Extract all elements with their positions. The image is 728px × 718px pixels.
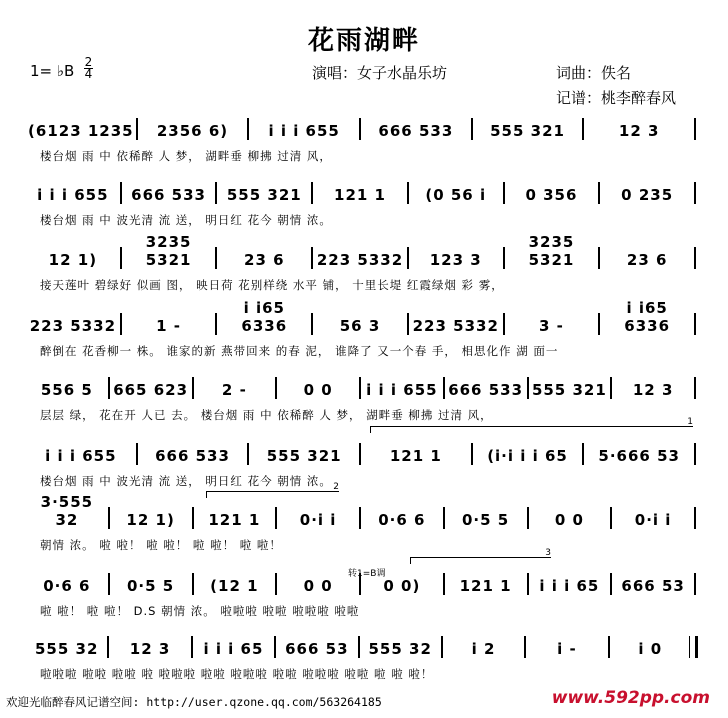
bar-line [359,443,361,465]
bar-line [275,377,277,399]
lyrics-row: 层层 绿， 花在开 人已 去。 楼台烟 雨 中 依稀醉 人 梦， 湖畔垂 柳拂 过清 风， [40,408,493,422]
measure: 0 0 [554,511,584,529]
lyrics-row: 朝情 浓。 啦 啦！ 啦 啦！ 啦 啦！ 啦 啦！ [40,538,282,552]
bar-line [608,636,610,658]
staff-line-9 [0,630,728,694]
time-signature-bottom: 4 [84,67,93,81]
bar-line [524,636,526,658]
bar-line [694,182,696,204]
measure: i i i 655 [366,381,438,399]
bar-line [598,182,600,204]
modulation-note: 转1=B调 [348,569,386,579]
bar-line [443,507,445,529]
lyrics-row: 楼台烟 雨 中 波光清 流 送， 明日红 花今 朝情 浓。 [40,474,332,488]
measure: 12 1) [126,511,175,529]
bar-line [108,573,110,595]
volta-bracket-3 [410,548,551,564]
key-signature: 1= ♭B [30,62,75,80]
bar-line [694,118,696,140]
bar-line [441,636,443,658]
staff-line-3 [0,233,728,305]
bar-line [610,377,612,399]
volta-bracket-2 [206,482,339,498]
bar-line [407,313,409,335]
measure: 1 - [156,317,182,335]
lyrics-row: 接天莲叶 碧绿好 似画 图， 映日荷 花别样绕 水平 铺， 十里长堤 红霞绿烟 彩 雾， [40,278,504,292]
bar-line [120,247,122,269]
bar-line [582,118,584,140]
bar-line [192,507,194,529]
lyrics-row: 啦啦啦 啦啦 啦啦 啦 啦啦啦 啦啦 啦啦啦 啦啦 啦啦啦 啦啦 啦 啦 啦！ [40,667,434,681]
bar-line [358,636,360,658]
measure: 223 5332 [316,251,404,269]
volta-number-1: 1 [687,417,693,427]
notation-row [28,178,698,204]
footer-text: 欢迎光临醉春风记谱空间: http://user.qzone.qq.com/563264185 [6,695,382,709]
bar-line [311,313,313,335]
notation-row [28,373,698,399]
measure: 0·6 6 [43,577,91,595]
bar-line [598,313,600,335]
measure: 3·555 32 [40,493,94,529]
measure: i i i 655 [37,186,109,204]
measure: 0·i i [299,511,337,529]
bar-line [107,636,109,658]
bar-line [247,443,249,465]
bar-line [108,377,110,399]
measure: i i65 6336 [241,299,288,335]
bar-line [527,507,529,529]
measure: 555 321 [490,122,565,140]
measure: 5·666 53 [598,447,680,465]
bar-line [443,573,445,595]
bar-line [610,573,612,595]
measure: 3235 5321 [528,233,575,269]
bar-line [359,507,361,529]
bar-line [136,443,138,465]
measure: 555 321 [226,186,302,204]
measure: 0 0 [303,381,333,399]
measure: 12 3 [129,640,171,658]
transcriber-credit: 记谱：桃李醉春风 [556,89,677,107]
bar-line [694,507,696,529]
measure: 0·i i [634,511,672,529]
measure: 666 533 [131,186,206,204]
measure: 555 321 [266,447,342,465]
notation-row [28,233,698,269]
measure: 0 235 [621,186,674,204]
song-title: 花雨湖畔 [307,26,420,56]
bar-line [503,247,505,269]
bar-line [694,247,696,269]
measure: 56 3 [339,317,381,335]
bar-line [359,118,361,140]
final-bar-line [689,636,698,658]
bar-line [215,182,217,204]
volta-bracket-1 [370,417,693,433]
bar-line [311,247,313,269]
measure: (6123 1235 [28,122,134,140]
measure: 666 533 [448,381,524,399]
bar-line [694,377,696,399]
time-signature [84,57,93,80]
notation-row [28,439,698,465]
measure: i i i 65 [203,640,264,658]
measure: 123 3 [429,251,482,269]
singer-credit: 演唱：女子水晶乐坊 [312,64,448,82]
measure: 666 53 [621,577,685,595]
measure: i i65 6336 [624,299,671,335]
measure: 666 53 [285,640,349,658]
bar-line [120,182,122,204]
notation-row [28,632,698,658]
bar-line [527,377,529,399]
bar-line [108,507,110,529]
bar-line [191,636,193,658]
bar-line [694,573,696,595]
measure: 121 1 [208,511,261,529]
time-signature-top: 2 [84,55,93,69]
measure: 2356 6) [156,122,229,140]
bar-line [274,636,276,658]
measure: 121 1 [334,186,386,204]
bar-line [215,313,217,335]
bar-line [527,573,529,595]
measure: 555 32 [368,640,432,658]
lyrics-row: 醉倒在 花香柳一 株。 谁家的新 燕带回来 的春 泥， 谁降了 又一个春 手， 相思化作 湖 面一 [40,344,559,358]
notation-row [28,493,698,529]
measure: 0 0 [303,577,333,595]
measure: 223 5332 [412,317,499,335]
measure: (i·i i i 65 [487,447,568,465]
bar-line [407,182,409,204]
measure: 2 - [221,381,247,399]
measure: 0 0) [383,577,421,595]
bar-line [598,247,600,269]
measure: (0 56 i [425,186,487,204]
notation-row [28,299,698,335]
staff-line-2 [0,176,728,240]
bar-line [275,573,277,595]
volta-number-3: 3 [545,548,551,558]
measure: 555 32 [34,640,99,658]
staff-line-1 [0,112,728,176]
measure: 555 321 [531,381,607,399]
bar-line [136,118,138,140]
measure: i i i 655 [45,447,117,465]
bar-line [503,182,505,204]
measure: i - [557,640,577,658]
measure: 556 5 [40,381,93,399]
bar-line [407,247,409,269]
staff-line-6 [0,437,728,501]
measure: i i i 65 [539,577,600,595]
measure: i 2 [471,640,496,658]
bar-line [443,377,445,399]
measure: 666 533 [378,122,454,140]
measure: 0·6 6 [378,511,426,529]
measure: i 0 [638,640,663,658]
bar-line [694,313,696,335]
notation-row [28,114,698,140]
measure: 121 1 [389,447,442,465]
measure: 12 3 [618,122,660,140]
bar-line [215,247,217,269]
measure: i i i 655 [268,122,340,140]
bar-line [610,507,612,529]
measure: 223 5332 [29,317,116,335]
bar-line [247,118,249,140]
lyrics-row: 楼台烟 雨 中 依稀醉 人 梦， 湖畔垂 柳拂 过清 风， [40,149,332,163]
composer-credit: 词曲：佚名 [556,64,632,82]
bar-line [471,118,473,140]
measure: 0·5 5 [127,577,175,595]
measure: 3235 5321 [145,233,192,269]
bar-line [503,313,505,335]
lyrics-row: 楼台烟 雨 中 波光清 流 送， 明日红 花今 朝情 浓。 [40,213,332,227]
measure: 23 6 [244,251,285,269]
bar-line [275,507,277,529]
measure: 0·5 5 [462,511,510,529]
measure: 0 356 [525,186,578,204]
staff-line-4 [0,299,728,371]
measure: (12 1 [210,577,259,595]
measure: 665 623 [113,381,189,399]
bar-line [192,377,194,399]
measure: 12 1) [48,251,98,269]
measure: 12 3 [632,381,674,399]
measure: 3 - [539,317,564,335]
measure: 23 6 [626,251,668,269]
measure: 121 1 [459,577,512,595]
measure: 666 533 [155,447,230,465]
bar-line [192,573,194,595]
bar-line [120,313,122,335]
bar-line [582,443,584,465]
bar-line [359,377,361,399]
bar-line [471,443,473,465]
site-logo: www.592pp.com [551,688,710,708]
volta-number-2: 2 [333,482,339,492]
bar-line [311,182,313,204]
bar-line [694,443,696,465]
lyrics-row: 啦 啦！ 啦 啦！ D.S 朝情 浓。 啦啦啦 啦啦 啦啦啦 啦啦 [40,604,360,618]
staff-line-7 [0,493,728,565]
